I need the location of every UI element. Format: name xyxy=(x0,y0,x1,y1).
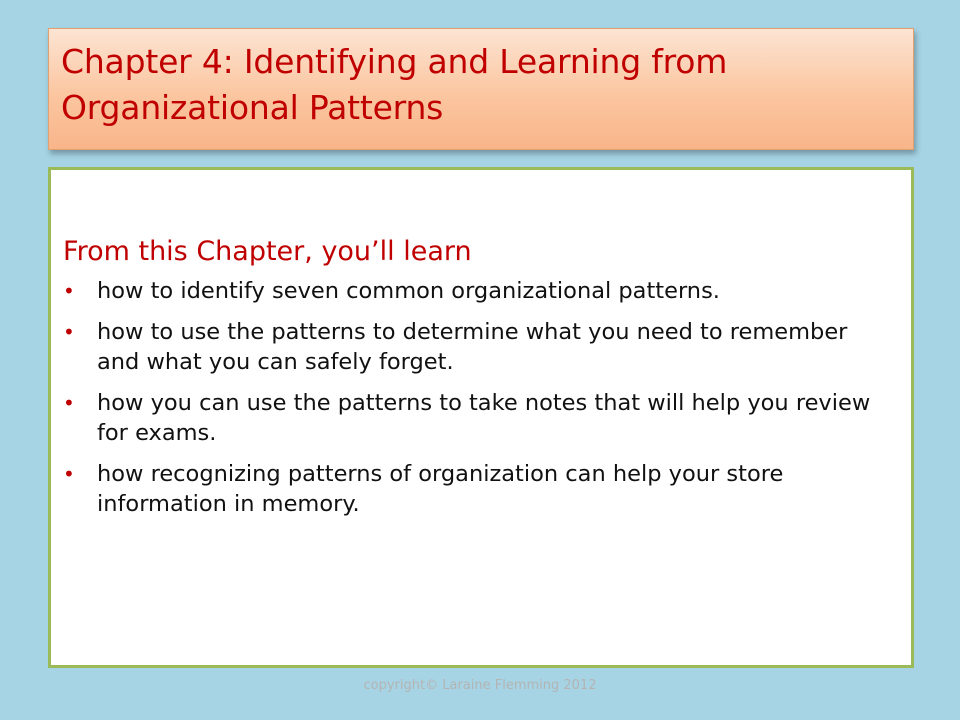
list-item xyxy=(63,388,891,448)
bullet-icon: • xyxy=(63,391,75,415)
bullet-list xyxy=(63,276,891,519)
bullet-icon: • xyxy=(63,279,75,303)
slide-subtitle: From this Chapter, you’ll learn xyxy=(63,236,472,267)
list-item xyxy=(63,317,891,377)
copyright-footer: copyright© Laraine Flemming 2012 xyxy=(363,678,597,693)
list-item-text: how you can use the patterns to take notes that will help you review for exams. xyxy=(97,390,871,446)
list-item-text: how recognizing patterns of organization can help your store information in memory. xyxy=(97,461,784,517)
list-item xyxy=(63,276,891,306)
list-item-text: how to use the patterns to determine what you need to remember and what you can safely forget. xyxy=(97,319,848,375)
slide-title-box xyxy=(48,28,914,150)
bullet-icon: • xyxy=(63,320,75,344)
slide-title: Chapter 4: Identifying and Learning from Organizational Patterns xyxy=(61,42,728,127)
bullet-icon: • xyxy=(63,462,75,486)
list-item-text: how to identify seven common organizational patterns. xyxy=(97,278,720,304)
slide-content-box xyxy=(48,167,914,668)
list-item xyxy=(63,459,891,519)
